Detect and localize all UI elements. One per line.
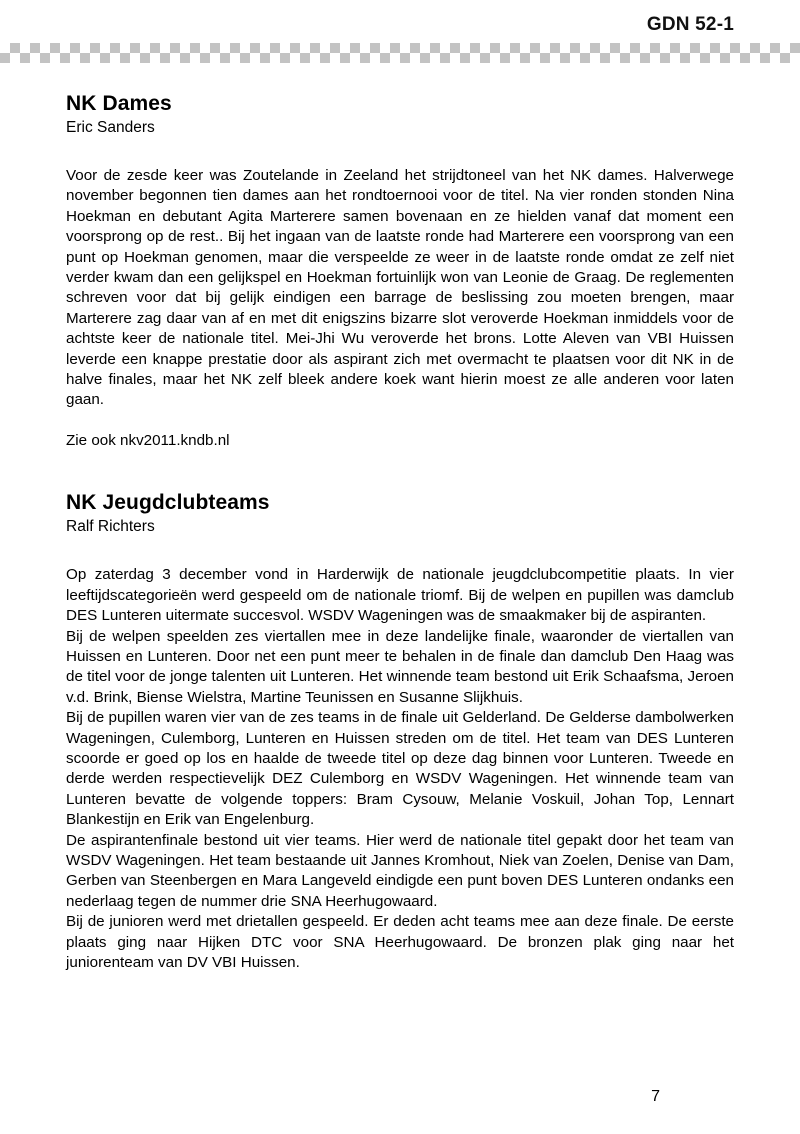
article-nk-dames	[66, 92, 734, 451]
article-paragraph: Bij de welpen speelden zes viertallen mee in deze landelijke finale, waaronder de viertallen van Huissen en Lunteren. Door net een punt meer te behalen in de finale dan damclub Den Haag was de titel voor de jonge talenten uit Lunteren. Het winnende team bestond uit Erik Schaafsma, Jeroen v.d. Brink, Biense Wielstra, Martine Teunissen en Susanne Slijkhuis.	[66, 627, 734, 706]
article-paragraph: Bij de junioren werd met drietallen gespeeld. Er deden acht teams mee aan deze finale. De eerste plaats ging naar Hijken DTC voor SNA Heerhugowaard. De bronzen plak ging naar het juniorenteam van DV VBI Huissen.	[66, 913, 734, 971]
article-author: Ralf Richters	[66, 518, 155, 536]
page-footer	[0, 1074, 800, 1134]
article-paragraph: Voor de zesde keer was Zoutelande in Zeeland het strijdtoneel van het NK dames. Halverwege november begonnen tien dames aan het rondtoernooi voor de titel. Na vier ronden stonden Nina Hoekman en debutant Agita Marterere samen bovenaan en ze hielden vanaf dat moment een voorsprong op de rest.. Bij het ingaan van de laatste ronde had Marterere een voorsprong van een punt op Hoekman genomen, maar die verspeelde ze weer in de laatste ronde omdat ze zelf niet verder kwam dan een gelijkspel en Hoekman fortuinlijk won van Leonie de Graag. De reglementen schreven voor dat bij gelijk eindigen een barrage de beslissing zou moeten brengen, maar Marterere zag daar van af en met dit enigszins bizarre slot veroverde Hoekman inmiddels voor de achtste keer de nationale titel. Mei-Jhi Wu veroverde het brons. Lotte Aleven van VBI Huissen leverde een knappe prestatie door als aspirant zich met overmacht te plaatsen voor dit NK in de halve finales, maar het NK zelf bleek andere koek want hierin moest ze alle anderen voor laten gaan.	[66, 167, 734, 409]
spacer	[66, 138, 734, 166]
spacer	[66, 451, 734, 491]
article-heading: NK Dames	[66, 92, 172, 115]
issue-label: GDN 52-1	[646, 14, 734, 35]
article-paragraph: De aspirantenfinale bestond uit vier teams. Hier werd de nationale titel gepakt door het team van WSDV Wageningen. Het team bestaande uit Jannes Kromhout, Niek van Zoelen, Denise van Dam, Gerben van Steenbergen en Mara Langeveld eindigde een punt boven DES Lunteren ondanks een nederlaag tegen de nummer drie SNA Heerhugowaard.	[66, 831, 734, 910]
page-content	[66, 92, 734, 973]
article-heading: NK Jeugdclubteams	[66, 491, 270, 515]
page-number: 7	[651, 1088, 660, 1105]
article-paragraph: Op zaterdag 3 december vond in Harderwijk de nationale jeugdclubcompetitie plaats. In vier leeftijdscategorieën werd gespeeld om de nationale triomf. Bij de welpen en pupillen was damclub DES Lunteren uitermate succesvol. WSDV Wageningen was de smaakmaker bij de aspiranten.	[66, 566, 734, 625]
spacer	[66, 411, 734, 431]
article-nk-jeugdclubteams	[66, 491, 734, 973]
article-paragraph: Bij de pupillen waren vier van de zes teams in de finale uit Gelderland. De Gelderse dambolwerken Wageningen, Culemborg, Lunteren en Huissen streden om de titel. Het team van DES Lunteren scoorde er goed op los en haalde de tweede titel op deze dag binnen voor Lunteren. Tweede en derde werden respectievelijk DEZ Culemborg en WSDV Wageningen. Het winnende team van Lunteren bevatte de volgende toppers: Bram Cysouw, Melanie Voskuil, Johan Top, Lennart Blankestijn en Erik van Engelenburg.	[66, 709, 734, 829]
checkerboard-divider-icon	[0, 43, 800, 63]
spacer	[66, 537, 734, 565]
see-also-reference: Zie ook nkv2011.kndb.nl	[66, 431, 230, 449]
article-author: Eric Sanders	[66, 119, 155, 136]
page-header	[0, 0, 800, 70]
